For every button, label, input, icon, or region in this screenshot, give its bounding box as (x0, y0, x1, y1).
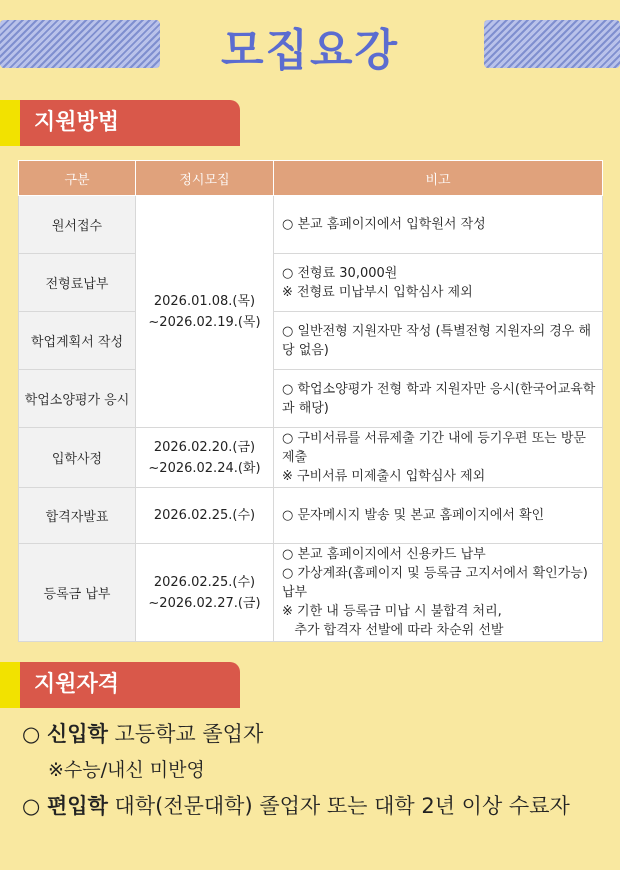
qualification-desc: 고등학교 졸업자 (107, 722, 264, 746)
page-title: 모집요강 (220, 25, 399, 76)
row-label: 전형료납부 (19, 254, 136, 312)
qualification-note: ※수능/내신 미반영 (48, 759, 205, 781)
row-label: 등록금 납부 (19, 544, 136, 642)
bullet-icon: ○ (22, 794, 41, 818)
date-cell (136, 544, 274, 642)
note-line: ○ 학업소양평가 전형 학과 지원자만 응시(한국어교육학과 해당) (282, 381, 596, 416)
table-header-row (19, 161, 603, 196)
note-line: ○ 가상계좌(홈페이지 및 등록금 고지서에서 확인가능) 납부 (282, 566, 588, 600)
date-line: ~2026.02.27.(금) (148, 595, 261, 611)
qualification-desc: 대학(전문대학) 졸업자 또는 대학 2년 이상 수료자 (107, 794, 570, 818)
table-row (19, 254, 603, 312)
table-row (19, 428, 603, 488)
schedule-table (18, 160, 603, 642)
qualification-term: 신입학 (47, 722, 108, 746)
note-line: ※ 기한 내 등록금 미납 시 불합격 처리, (282, 604, 502, 619)
date-line: 2026.02.25.(수) (153, 508, 256, 523)
section-title: 지원자격 (20, 662, 240, 708)
date-line: 2026.01.08.(목) (153, 293, 256, 309)
qualifications-list (22, 716, 612, 824)
note-cell (274, 488, 603, 544)
table-row (19, 312, 603, 370)
section-header-qualifications (0, 662, 240, 708)
note-line: ※ 전형료 미납부시 입학심사 제외 (282, 284, 473, 300)
note-line: ※ 구비서류 미제출시 입학심사 제외 (282, 469, 486, 484)
note-cell (274, 370, 603, 428)
note-cell (274, 254, 603, 312)
row-label: 학업계획서 작성 (19, 312, 136, 370)
row-label: 학업소양평가 응시 (19, 370, 136, 428)
note-line: ○ 본교 홈페이지에서 입학원서 작성 (282, 217, 486, 232)
note-cell (274, 196, 603, 254)
column-header: 구분 (19, 161, 136, 196)
qualification-new (22, 716, 612, 752)
date-cell (136, 196, 274, 428)
note-cell (274, 428, 603, 488)
note-line: ○ 문자메시지 발송 및 본교 홈페이지에서 확인 (282, 508, 545, 523)
note-cell (274, 312, 603, 370)
section-accent-bar (0, 100, 20, 146)
date-line: 2026.02.25.(수) (153, 574, 256, 590)
section-header-apply-method (0, 100, 240, 146)
table-row (19, 488, 603, 544)
note-cell (274, 544, 603, 642)
note-line: 추가 합격자 선발에 따라 차순위 선발 (282, 623, 504, 638)
note-line: ○ 본교 홈페이지에서 신용카드 납부 (282, 547, 486, 562)
section-title: 지원방법 (20, 100, 240, 146)
date-line: ~2026.02.19.(목) (148, 314, 261, 330)
row-label: 원서접수 (19, 196, 136, 254)
date-cell (136, 428, 274, 488)
note-line: ○ 일반전형 지원자만 작성 (특별전형 지원자의 경우 해당 없음) (282, 323, 592, 358)
section-accent-bar (0, 662, 20, 708)
column-header: 정시모집 (136, 161, 274, 196)
table-row (19, 544, 603, 642)
table-row (19, 370, 603, 428)
date-cell (136, 488, 274, 544)
column-header: 비고 (274, 161, 603, 196)
note-line: ○ 구비서류를 서류제출 기간 내에 등기우편 또는 방문 제출 (282, 431, 586, 465)
bullet-icon: ○ (22, 722, 41, 746)
row-label: 합격자발표 (19, 488, 136, 544)
qualification-term: 편입학 (47, 794, 108, 818)
table-row (19, 196, 603, 254)
date-line: ~2026.02.24.(화) (148, 460, 261, 476)
note-line: ○ 전형료 30,000원 (282, 265, 398, 281)
date-line: 2026.02.20.(금) (153, 439, 256, 455)
row-label: 입학사정 (19, 428, 136, 488)
qualification-transfer (22, 788, 612, 824)
